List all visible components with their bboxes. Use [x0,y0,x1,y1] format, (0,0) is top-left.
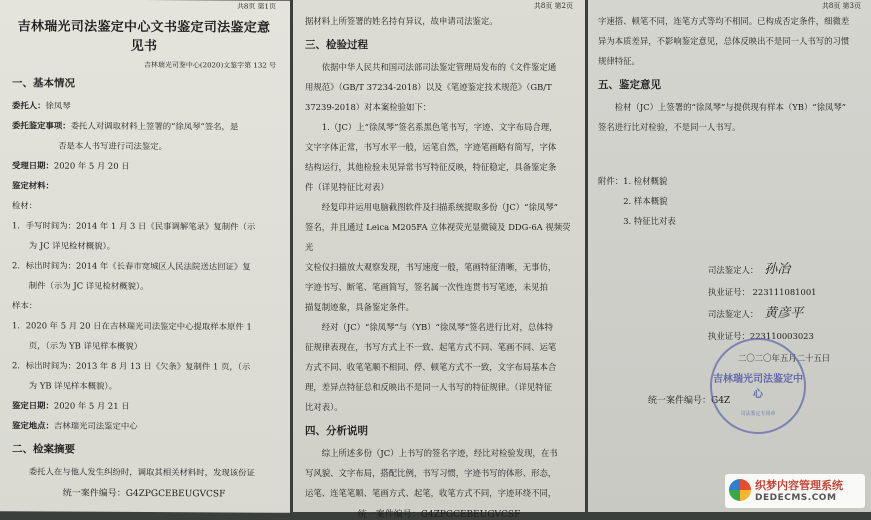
jc-item-1: 1．手写时间为：2014 年 1 月 3 日《民事调解笔录》复制件（示 [12,220,256,232]
accept-row [12,155,276,176]
process-p2-line: 文字字体正常，书写水平一般，运笔自然，字迹笔画略有简写，字体 [305,142,557,152]
unified-case-number: 统一案件编号：G4ZPGCEBEUGVCSF [357,510,521,520]
process-p4-line: 比对表）。 [305,402,343,412]
date-row [12,395,276,416]
page-number: 共8页 第3页 [821,2,861,10]
site-watermark [725,474,865,508]
appraiser-2-signature: 黄彦平 [764,306,804,321]
official-seal [710,338,806,434]
section-heading-process: 三、检验过程 [305,39,368,51]
place-row [12,415,276,436]
appraiser-2-cert: 执业证号：223110003023 [708,331,814,341]
matter-value: 委托人对调取材料上签署的“徐凤琴”签名，是 [70,120,239,132]
jc-label: 检材： [12,200,38,211]
jc-item-2-cont: 制件（示为 JC 详见检材概貌）。 [28,280,149,292]
summary-text: 委托人在与他人发生纠纷时，调取其相关材料时，发现该份证 [28,466,255,478]
process-p3-line: 描复制迹象，具备鉴定条件。 [305,302,414,312]
page-number: 共8页 第2页 [533,2,573,10]
unified-case-number: 统一案件编号：G4ZPGCEBEUGVCSF [62,488,226,500]
attachment-2: 2. 样本概貌 [623,196,668,206]
document-number: 吉林瑞光司鉴中心(2020)文鉴字第 132 号 [143,60,276,70]
document-page-1 [0,0,290,513]
process-p3-line: 签名，并且通过 Leica M205FA 立体视荧光显微镜及 DDG-6A 视频荧光 [305,222,571,252]
appraiser-2-label: 司法鉴定人： [708,309,759,319]
place-label: 鉴定地点： [12,420,54,431]
process-p3-line: 文检仪扫描放大观察发现，书写速度一般，笔画特征清晰，无事仿， [305,262,557,272]
process-p1-line: 用规范》（GB/T 37234-2018）以及《笔迹鉴定技术规范》（GB/T [305,82,552,92]
seal-subtext: 司法鉴定专用章 [740,411,776,417]
matter-row [12,115,276,136]
accept-label: 受理日期： [12,160,54,171]
jc-item-2: 2．标出时间为：2014 年《长春市宽城区人民法院送达回证》复 [12,260,251,272]
process-p4-line: 理，差异点特征总和反映出不是同一人书写的特征规律。（详见特征 [305,382,553,392]
accept-value: 2020 年 5 月 20 日 [53,160,130,171]
attachment-1: 1. 检材概貌 [623,176,668,186]
client-label: 委托人： [12,100,46,111]
appraiser-2 [598,303,861,325]
attachment-3: 3. 特征比对表 [623,216,676,226]
dedecms-logo-icon [729,479,751,501]
yb-item-2: 2．标出时间为：2013 年 8 月 13 日《欠条》复制件 1 页，（示 [12,360,251,372]
process-p3-line: 字迹书写、断笔、笔画简写，签名属一次性连贯书写笔迹，未见拍 [305,282,548,292]
section-heading-summary: 二、检案摘要 [12,443,75,456]
section-heading-opinion: 五、鉴定意见 [598,79,661,91]
appraiser-1-cert: 执业证号： 223111081001 [708,287,817,297]
materials-label: 鉴定材料： [12,180,54,191]
opinion-line: 签名进行比对检验，不是同一人书写。 [598,122,741,132]
process-p4-line: 征规律表现在，书写方式上不一致、起笔方式不同、笔画不同、运笔 [305,342,557,352]
page-number: 共8页 第1页 [236,2,276,11]
attachments [598,171,861,191]
document-title: 吉林瑞光司法鉴定中心文书鉴定司法鉴定意见书 [17,19,271,55]
yb-label: 样本： [12,300,38,311]
appraiser-1 [598,259,861,281]
seal-text: 吉林瑞光司法鉴定中心 [713,374,803,400]
client-value: 徐凤琴 [45,100,71,111]
continued-text: 据材料上所签署的姓名持有异议，故申请司法鉴定。 [305,16,498,26]
client-row [12,95,276,116]
section-heading-analysis: 四、分析说明 [305,425,368,437]
jc-item-1-cont: 为 JC 详见检材概貌）。 [28,240,116,251]
analysis-line: 运笔、连笔笔顺、笔画方式、起笔，收笔方式不同，字迹环绕不同， [305,488,557,498]
report-date: 二〇二〇年五月二十五日 [738,353,831,363]
matter-value-cont: 否是本人书写进行司法鉴定。 [58,140,168,152]
process-p4-line: 方式不同、收笔笔顺不相同、停、顿笔方式不一致，文字布局基本合 [305,362,557,372]
matter-label: 委托鉴定事项： [12,120,71,131]
opinion-text: 检材（JC）上签署的“徐凤琴”与提供现有样本（YB）“徐凤琴” [614,102,846,112]
process-p2-line: 结构运行，其他检验未见异常书写特征反映，特征稳定，具备鉴定条 [305,162,557,172]
analysis-line: 写风貌、文字布局，搭配比例，书写习惯，字迹书写的体形、形态， [305,468,557,478]
section-heading-basic-info: 一、基本情况 [12,77,75,90]
yb-item-1: 1．2020 年 5 月 20 日在吉林瑞光司法鉴定中心提取样本原件 1 [12,320,252,332]
process-p4: 经对（JC）“徐凤琴”与（YB）“徐凤琴”签名进行比对，总体特 [321,322,553,332]
attachments-label: 附件： [598,176,624,186]
date-value: 2020 年 5 月 21 日 [53,400,130,411]
watermark-title: 织梦内容管理系统 [755,479,843,492]
document-page-3 [588,0,871,512]
date-label: 鉴定日期： [12,400,54,411]
yb-item-1-cont: 页，（示为 YB 详见样本概貌） [28,340,143,351]
appraiser-1-signature: 孙冶 [764,262,791,277]
appraiser-1-label: 司法鉴定人： [708,265,759,275]
process-p1-line: 37239-2018）对本案检验如下： [305,102,432,112]
unified-case-number: 统一案件编号：G4Z [648,396,731,406]
process-p3: 经复印并运用电脑截图软件及扫描系统提取多份（JC）“徐凤琴” [321,202,558,212]
watermark-url: DEDECMS.COM [755,493,837,503]
analysis-p1: 综上所述多份（JC）上书写的签名字迹，经比对检验发现，在书 [321,448,558,458]
process-p1: 依据中华人民共和国司法部司法鉴定管理局发布的《文件鉴定通 [321,62,557,72]
place-value: 吉林瑞光司法鉴定中心 [53,420,138,431]
continued-line: 规律特征。 [598,56,640,66]
continued-line: 字速搭、顿笔不同，连笔方式等均不相同。已构成否定条件，细微差 [598,16,850,26]
document-page-2 [293,0,585,520]
process-p2: 1.（JC）上“徐凤琴”签名系黑色笔书写，字迹、文字布局合理， [321,122,558,132]
process-p2-line: 件（详见特征比对表） [305,182,389,192]
continued-line: 异为本质差异，不影响鉴定意见，总体反映出不是同一人书写的习惯 [598,36,850,46]
yb-item-2-cont: 为 YB 详见样本概貌）。 [28,380,117,391]
